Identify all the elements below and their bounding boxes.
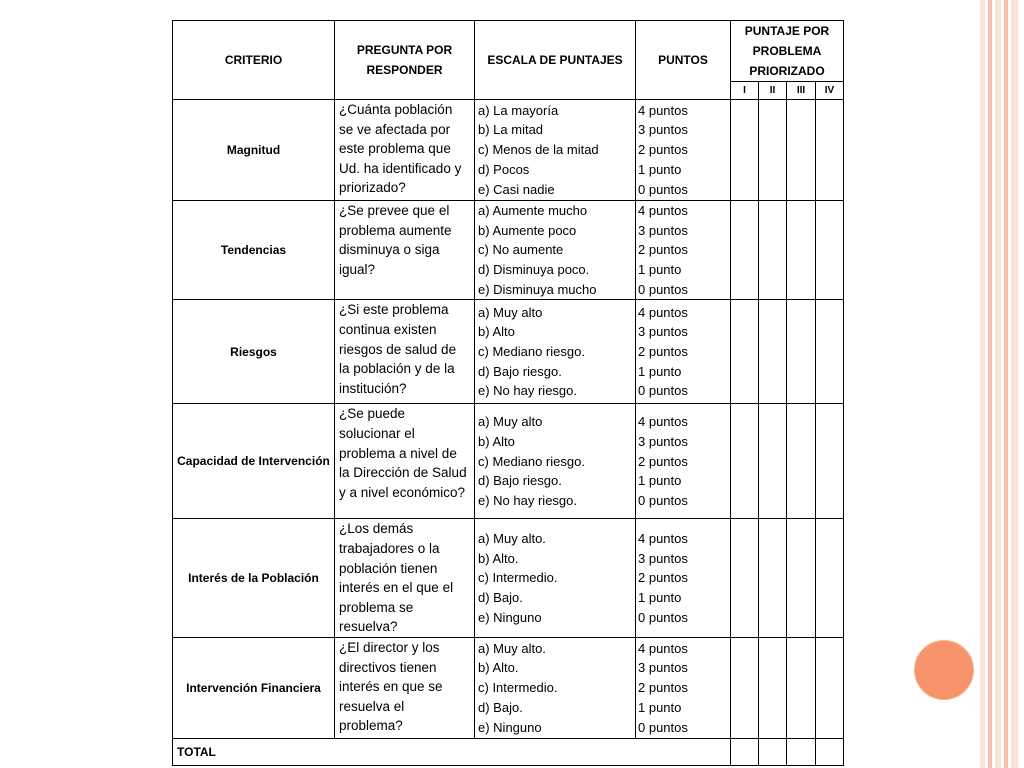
pregunta-cell: ¿Los demás trabajadores o la población tienen interés en el que el problema se resuelva? <box>335 519 475 638</box>
puntos-cell <box>636 404 731 519</box>
total-score-cell[interactable] <box>759 739 787 766</box>
escala-option: c) Mediano riesgo. <box>478 453 585 469</box>
header-puntos: PUNTOS <box>636 21 731 100</box>
puntos-value: 3 puntos <box>638 122 688 138</box>
puntos-value: 4 puntos <box>638 640 688 656</box>
score-cell[interactable] <box>731 638 759 739</box>
score-cell[interactable] <box>816 519 844 638</box>
escala-cell <box>475 100 636 201</box>
escala-option: d) Pocos <box>478 161 530 177</box>
escala-option: a) Aumente mucho <box>478 203 588 218</box>
total-score-cell[interactable] <box>787 739 816 766</box>
puntos-value: 0 puntos <box>638 492 688 508</box>
escala-option: e) Disminuya mucho <box>478 281 597 297</box>
escala-option: a) La mayoría <box>478 102 559 118</box>
escala-option: c) No aumente <box>478 242 564 258</box>
score-cell[interactable] <box>787 638 816 739</box>
escala-option: c) Mediano riesgo. <box>478 344 585 360</box>
puntos-value: 4 puntos <box>638 102 688 118</box>
puntos-value: 2 puntos <box>638 570 688 586</box>
puntos-value: 1 punto <box>638 363 682 379</box>
puntos-value: 0 puntos <box>638 181 688 197</box>
puntos-value: 2 puntos <box>638 453 688 469</box>
puntos-value: 4 puntos <box>638 531 688 546</box>
escala-option: b) Alto. <box>478 550 519 566</box>
score-cell[interactable] <box>731 100 759 201</box>
escala-cell <box>475 638 636 739</box>
puntos-value: 4 puntos <box>638 304 688 320</box>
criterio-cell: Intervención Financiera <box>173 638 335 739</box>
puntos-value: 0 puntos <box>638 609 688 625</box>
score-cell[interactable] <box>731 519 759 638</box>
escala-option: d) Bajo. <box>478 590 523 606</box>
total-label: TOTAL <box>173 739 731 766</box>
criterio-cell: Magnitud <box>173 100 335 201</box>
header-pregunta: PREGUNTA POR RESPONDER <box>335 21 475 100</box>
table-row <box>173 404 844 519</box>
pregunta-cell: ¿Si este problema continua existen riesgos de salud de la población y de la institución? <box>335 300 475 404</box>
pregunta-cell: ¿El director y los directivos tienen interés en que se resuelva el problema? <box>335 638 475 739</box>
escala-cell <box>475 404 636 519</box>
escala-option: a) Muy alto <box>478 304 543 320</box>
puntos-value: 3 puntos <box>638 550 688 566</box>
puntos-value: 0 puntos <box>638 719 688 735</box>
score-cell[interactable] <box>759 638 787 739</box>
table-row <box>173 300 844 404</box>
puntos-value: 2 puntos <box>638 344 688 360</box>
table-row <box>173 100 844 201</box>
score-cell[interactable] <box>759 201 787 300</box>
puntos-value: 2 puntos <box>638 680 688 696</box>
escala-option: b) Aumente poco <box>478 222 577 238</box>
score-cell[interactable] <box>759 300 787 404</box>
total-score-cell[interactable] <box>731 739 759 766</box>
total-row <box>173 739 844 766</box>
table-row <box>173 201 844 300</box>
criterio-cell: Capacidad de Intervención <box>173 404 335 519</box>
score-cell[interactable] <box>787 201 816 300</box>
escala-option: b) Alto <box>478 324 515 340</box>
escala-option: b) La mitad <box>478 122 544 138</box>
score-cell[interactable] <box>759 519 787 638</box>
pregunta-cell: ¿Se prevee que el problema aumente disminuya o siga igual? <box>335 201 475 300</box>
score-cell[interactable] <box>816 300 844 404</box>
escala-option: b) Alto <box>478 433 515 449</box>
escala-option: a) Muy alto. <box>478 640 546 656</box>
escala-option: e) No hay riesgo. <box>478 492 577 508</box>
decorative-stripe <box>1004 0 1008 768</box>
escala-cell <box>475 201 636 300</box>
puntos-cell <box>636 519 731 638</box>
decorative-stripe <box>988 0 992 768</box>
escala-option: e) No hay riesgo. <box>478 383 577 399</box>
puntos-cell <box>636 300 731 404</box>
total-score-cell[interactable] <box>816 739 844 766</box>
header-escala: ESCALA DE PUNTAJES <box>475 21 636 100</box>
escala-option: c) Intermedio. <box>478 680 558 696</box>
puntos-value: 1 punto <box>638 699 682 715</box>
score-cell[interactable] <box>731 201 759 300</box>
header-sub-iv: IV <box>816 82 844 100</box>
score-cell[interactable] <box>787 519 816 638</box>
puntos-value: 4 puntos <box>638 203 688 218</box>
pregunta-cell: ¿Cuánta población se ve afectada por este problema que Ud. ha identificado y priorizado? <box>335 100 475 201</box>
header-sub-i: I <box>731 82 759 100</box>
escala-option: e) Ninguno <box>478 719 542 735</box>
score-cell[interactable] <box>731 404 759 519</box>
score-cell[interactable] <box>787 100 816 201</box>
puntos-value: 3 puntos <box>638 660 688 676</box>
puntos-value: 1 punto <box>638 161 682 177</box>
puntos-value: 3 puntos <box>638 222 688 238</box>
puntos-value: 2 puntos <box>638 142 688 158</box>
score-cell[interactable] <box>787 300 816 404</box>
score-cell[interactable] <box>816 404 844 519</box>
score-cell[interactable] <box>816 201 844 300</box>
escala-cell <box>475 519 636 638</box>
escala-option: d) Bajo. <box>478 699 523 715</box>
table-row <box>173 638 844 739</box>
header-sub-ii: II <box>759 82 787 100</box>
header-puntaje: PUNTAJE POR PROBLEMA PRIORIZADO <box>731 21 844 82</box>
score-cell[interactable] <box>816 100 844 201</box>
pregunta-cell: ¿Se puede solucionar el problema a nivel de la Dirección de Salud y a nivel económico? <box>335 404 475 519</box>
puntos-cell <box>636 100 731 201</box>
puntos-value: 1 punto <box>638 262 682 278</box>
escala-option: b) Alto. <box>478 660 519 676</box>
decorative-orange-circle <box>914 640 974 700</box>
score-cell[interactable] <box>787 404 816 519</box>
criterio-cell: Riesgos <box>173 300 335 404</box>
puntos-value: 4 puntos <box>638 414 688 430</box>
puntos-cell <box>636 638 731 739</box>
puntos-value: 0 puntos <box>638 281 688 297</box>
decorative-stripe <box>995 0 1001 768</box>
decorative-stripe <box>1011 0 1018 768</box>
priority-criteria-table <box>172 20 844 766</box>
decorative-stripe <box>980 0 985 768</box>
puntos-value: 2 puntos <box>638 242 688 258</box>
criterio-cell: Tendencias <box>173 201 335 300</box>
header-criterio: CRITERIO <box>173 21 335 100</box>
puntos-value: 3 puntos <box>638 433 688 449</box>
header-sub-iii: III <box>787 82 816 100</box>
score-cell[interactable] <box>759 100 787 201</box>
score-cell[interactable] <box>816 638 844 739</box>
score-cell[interactable] <box>731 300 759 404</box>
puntos-value: 1 punto <box>638 590 682 606</box>
puntos-value: 0 puntos <box>638 383 688 399</box>
escala-option: d) Bajo riesgo. <box>478 363 562 379</box>
escala-option: d) Disminuya poco. <box>478 262 590 278</box>
escala-option: a) Muy alto. <box>478 531 546 546</box>
escala-option: e) Casi nadie <box>478 181 555 197</box>
escala-option: c) Menos de la mitad <box>478 142 599 158</box>
puntos-value: 1 punto <box>638 473 682 489</box>
score-cell[interactable] <box>759 404 787 519</box>
escala-cell <box>475 300 636 404</box>
escala-option: c) Intermedio. <box>478 570 558 586</box>
escala-option: e) Ninguno <box>478 609 542 625</box>
escala-option: d) Bajo riesgo. <box>478 473 562 489</box>
table-row <box>173 519 844 638</box>
escala-option: a) Muy alto <box>478 414 543 430</box>
puntos-cell <box>636 201 731 300</box>
puntos-value: 3 puntos <box>638 324 688 340</box>
criterio-cell: Interés de la Población <box>173 519 335 638</box>
